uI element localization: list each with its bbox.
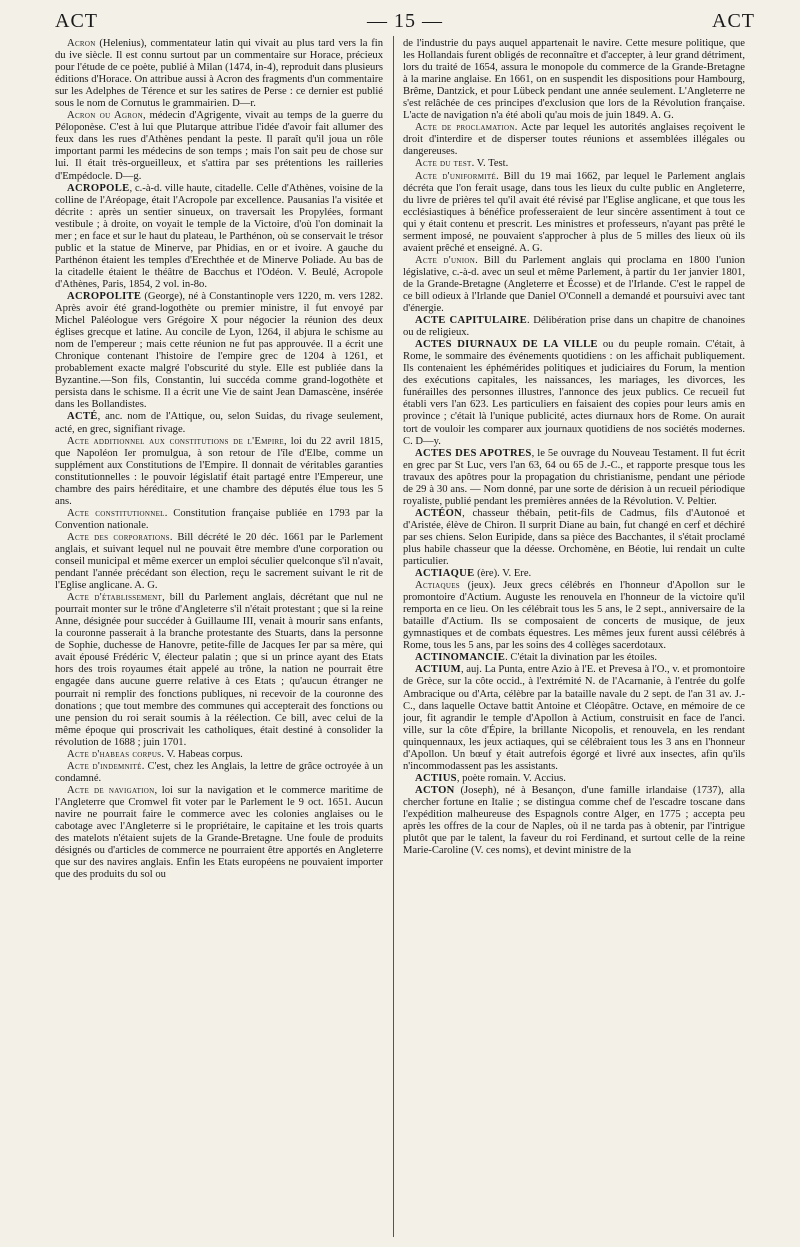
dictionary-entry <box>403 255 745 315</box>
dictionary-entry <box>55 411 383 435</box>
entry-headword: ACTES DES APOTRES <box>415 447 532 459</box>
dictionary-entry <box>55 291 383 411</box>
dictionary-entry <box>55 436 383 508</box>
entry-text: , loi du 22 avril 1815, que Napoléon Ier promulgua, à son retour de l'île d'Elbe, comme un supplément aux Constitutions de l'Empire. Il donnait de véritables garanties constitutionnelles : le pouvoir législatif était partagé entre l'Empereur, une chambre des pairs héréditaire, et une chambre des députés élue tous les 5 ans. <box>55 435 383 507</box>
dictionary-entry <box>55 749 383 761</box>
entry-text: (George), né à Constantinople vers 1220, m. vers 1282. Après avoir été grand-logothète ou premier ministre, il fut envoyé par Michel Paléologue vers Grégoire X pour négocier la réunion des deux églises grecque et latine. Au concile de Lyon, 1264, il abjura le schisme au nom de l'empereur ; mais cette réunion ne fut pas approuvée. Il a écrit une Chronique contenant l'histoire de l'empire grec de 1204 à 1261, et probablement exacte malgré l'obscurité du style. Elle est publiée dans la Byzantine.—Son fils, Constantin, lui succéda comme grand-logothète et persista dans le schisme. Il a écrit une Vie de saint Jean Damascène, insérée dans les Bollandistes. <box>55 290 383 411</box>
entry-headword: ACTIUM <box>415 664 461 676</box>
dictionary-entry <box>403 664 745 772</box>
dictionary-entry <box>403 652 745 664</box>
right-column <box>403 38 745 1239</box>
entry-headword: Acron <box>67 38 96 49</box>
entry-headword: Acte constitutionnel <box>67 507 165 519</box>
dictionary-entry <box>403 773 745 785</box>
entry-text: de l'industrie du pays auquel appartenait le navire. Cette mesure politique, que les Hollandais furent obligés de reconnaître et d'accepter, à leur grand détriment, lors du traité de 1654, assura le monopole du commerce de la Grande-Bretagne à la marine anglaise. En 1661, on en suspendit les dispositions pour Hambourg, Brême, Dantzick, et pour Lübeck pendant une année seulement. L'Angleterre ne s'est relâchée de ces principes d'exclusion que lors de la Révolution française. L'acte de navigation n'a été aboli qu'au mois de juin 1849. A. G. <box>403 38 745 122</box>
entry-text: (Joseph), né à Besançon, d'une famille irlandaise (1737), alla chercher fortune en Italie ; se distingua comme chef de l'escadre toscane dans l'expédition malheureuse des Espagnols contre Alger, en 1775 ; accepta peu après les offres de la cour de Naples, où il ne tarda pas à obtenir, par l'intrigue plutôt que par le talent, la faveur du roi Ferdinand, et surtout celle de la reine Marie-Caroline (V. ces noms), et devint ministre de la <box>403 784 745 857</box>
dictionary-entry <box>403 315 745 339</box>
entry-headword: ACROPOLE <box>67 182 130 194</box>
page-header <box>55 10 755 34</box>
entry-headword: Acte d'indemnité <box>67 760 142 772</box>
dictionary-entry <box>403 171 745 255</box>
entry-text: , poète romain. V. Accius. <box>456 772 566 784</box>
entry-headword: ACROPOLITE <box>67 290 142 302</box>
dictionary-entry <box>55 592 383 749</box>
dictionary-entry <box>403 568 745 580</box>
entry-headword: ACTINOMANCIE <box>415 652 506 664</box>
dictionary-entry <box>403 580 745 652</box>
entry-headword: Acte de proclamation <box>415 122 515 134</box>
dictionary-entry <box>55 110 383 182</box>
entry-headword: Acte de navigation <box>67 784 155 796</box>
entry-text: , chasseur thébain, petit-fils de Cadmus, fils d'Autonoé et d'Aristée, élève de Chiron. Il surprit Diane au bain, fut changé en cerf et déchiré par ses chiens. Selon Euripide, dans sa pièce des Bacchantes, il s'était proclamé plus habile chasseur que la déesse. Orchomène, en Béotie, lui rendait un culte particulier. <box>403 507 745 568</box>
dictionary-entry <box>403 785 745 857</box>
entry-text: , bill du Parlement anglais, décrétant que nul ne pourrait monter sur le trône d'Angleterre s'il n'était protestant ; que si la reine Anne, désignée pour succéder à Guillaume III, venait à mourir sans enfants, la couronne passerait à la branche protestante des Stuarts, dans la personne de Sophie, duchesse de Hanovre, petite-fille de Jacques Ier par sa mère, qui avait épousé Frédéric V, électeur palatin ; que si un prince ayant des Etats hors des trois royaumes était appelé au trône, la nation ne pourrait être engagée dans aucune guerre relative à ces Etats ; qu'aucun étranger ne pourrait ni remplir des fonctions publiques, ni recevoir de la couronne des donations ; que tout membre des communes qui accepterait des fonctions ou une pension du roi serait soumis à la réélection. Ce bill, avec celui de la même époque qui proscrivait les catholiques, était destiné à consolider la révolution de 1688 ; juin 1701. <box>55 592 383 748</box>
dictionary-entry <box>403 448 745 508</box>
entry-text: . V. Test. <box>471 158 509 170</box>
entry-headword: ACTE CAPITULAIRE <box>415 315 528 327</box>
entry-text: . Bill du Parlement anglais qui proclama en 1800 l'union législative, c.-à-d. avec un seul et même Parlement, à partir du 1er janvier 1801, de la Grande-Bretagne (Angleterre et Écosse) et de l'Irlande. C'est le rappel de ce bill odieux à l'Irlande que Daniel O'Connell a demandé et poursuivi avec tant d'énergie. <box>403 254 745 315</box>
entry-text: , anc. nom de l'Attique, ou, selon Suidas, du rivage seulement, acté, en grec, signifiant rivage. <box>55 411 383 435</box>
entry-text: ou du peuple romain. C'était, à Rome, le sommaire des événements quotidiens : on les affichait publiquement. Ils contenaient les éphémérides politiques et judiciaires du Forum, la mention des exécutions capitales, les naissances, les mariages, les divorces, les funérailles des personnes illustres, l'annonce des jeux publics. Ce recueil fut établi vers l'an 623. Les particuliers en faisaient des copies pour leurs amis en province ; c'était là l'unique publicité, actes diurnaux hors de Rome. On aurait tort de vouloir les comparer aux journaux quotidiens de nos sociétés modernes. C. D—y. <box>403 339 745 447</box>
dictionary-entry <box>55 183 383 291</box>
dictionary-entry <box>55 761 383 785</box>
dictionary-entry <box>403 122 745 158</box>
entry-headword: Actiaques <box>415 580 460 592</box>
entry-headword: ACTÉON <box>415 507 463 519</box>
entry-headword: Acte d'établissement <box>67 592 163 604</box>
entry-text: , loi sur la navigation et le commerce maritime de l'Angleterre que Cromwel fit voter par le Parlement le 9 oct. 1651. Aucun navire ne pourrait faire le commerce avec les colonies anglaises ou le cabotage avec l'Angleterre si le propriétaire, le capitaine et les trois quarts des matelots n'étaient sujets de la Grande-Bretagne. Une foule de produits désignés ou d'articles de commerce ne pourraient être apportés en Angleterre que sur des navires anglais. Enfin les Etats européens ne pouvaient importer que des produits du sol ou <box>55 784 383 881</box>
entry-text: (Helenius), commentateur latin qui vivait au plus tard vers la fin du ive siècle. Il est connu surtout par un commentaire sur Horace, précieux pour l'étude de ce poète, publié à Milan (1474, in-4), reproduit dans plusieurs éditions d'Horace. On attribue aussi à Acron des fragments d'un commentaire sur les Adelphes de Térence et sur les satires de Perse : ce dernier est publié sous le nom de Cornutus le grammairien. D—r. <box>55 38 383 110</box>
entry-headword: ACTÉ <box>67 411 98 423</box>
entry-text: , médecin d'Agrigente, vivait au temps de la guerre du Péloponèse. C'est à lui que Plutarque attribue l'idée d'avoir fait allumer des feux dans les rues d'Athènes pendant la peste. Il paraît qu'il joua un rôle important parmi les médecins de son temps ; mais l'on sait peu de chose sur lui. Il était très-orgueilleux, et s'attira par ses prétentions les railleries d'Empédocle. D—g. <box>55 110 383 182</box>
entry-headword: Acte d'uniformité <box>415 170 497 182</box>
entry-text: , c.-à-d. ville haute, citadelle. Celle d'Athènes, voisine de la colline de l'Aréopage, était l'Acropole par excellence. Pausanias l'a visitée et décrite : après un sentier sinueux, on traversait les Propylées, formant vestibule ; à droite, on voyait le temple de la Victoire, d'où l'on dominait la mer ; en face et sur le haut du plateau, le Parthénon, où se conservait le trésor public et la statue de Minerve, par Phidias, en or et ivoire. A gauche du Parthénon étaient les temples d'Erechthée et de Minerve Poliade. Au bas de la citadelle étaient le théâtre de Bacchus et l'Odéon. V. Beulé, Acropole d'Athènes, Paris, 1854, 2 vol. in-8o. <box>55 182 383 290</box>
entry-headword: Acte d'union <box>415 254 476 266</box>
entry-text: . C'était la divination par les étoiles. <box>505 652 658 664</box>
entry-text: . Bill décrété le 20 déc. 1661 par le Parlement anglais, et suivant lequel nul ne pouvait être membre d'une corporation ou conseil municipal et même exercer un emploi séculier quelconque s'il n'avait, pendant l'année précédant son élection, reçu le sacrement suivant le rit de l'Eglise anglicane. A. G. <box>55 531 383 592</box>
entry-headword: Acte additionnel aux constitutions de l'Empire <box>67 435 284 447</box>
entry-text: (jeux). Jeux grecs célébrés en l'honneur d'Apollon sur le promontoire d'Actium. Auguste les renouvela en l'honneur de la victoire qu'il remporta en ce lieu. On les célébrait tous les 5 ans, le 2 sept., anniversaire de la bataille d'Actium. Ils se composaient de concerts de musique, de jeux gymnastiques et de combats équestres. Les mêmes jeux furent aussi célébrés à Rome, tous les 5 ans, par les soins des 4 collèges sacerdotaux. <box>403 580 745 652</box>
entry-text: . Constitution française publiée en 1793 par la Convention nationale. <box>55 507 383 531</box>
dictionary-entry <box>55 785 383 881</box>
column-divider <box>393 36 394 1237</box>
entry-text: . V. Habeas corpus. <box>161 748 243 760</box>
header-left-running-word: ACT <box>55 10 98 32</box>
dictionary-entry <box>403 158 745 170</box>
dictionary-entry <box>55 38 383 110</box>
entry-text: . Bill du 19 mai 1662, par lequel le Parlement anglais décréta que l'on ferait usage, dans tous les lieux du culte public en Angleterre, du livre de prières tel qu'il avait été révisé par l'Eglise anglicane, et que tous les ecclésiastiques à bénéfice professeraient de leur sincère assentiment à tout ce qui y était contenu et prescrit. Les ministres et professeurs, n'ayant pas prêté le serment imposé, ne pouvaient s'approcher à plus de 5 milles des lieux où ils avaient prêché et enseigné. A. G. <box>403 170 745 254</box>
entry-headword: ACTON <box>415 784 455 796</box>
dictionary-entry <box>55 508 383 532</box>
page-number: — 15 — <box>367 10 443 32</box>
entry-text: . Acte par lequel les autorités anglaises reçoivent le droit d'interdire et de disperser toutes réunions et assemblées illégales ou dangereuses. <box>403 122 745 158</box>
header-right-running-word: ACT <box>712 10 755 32</box>
entry-headword: ACTES DIURNAUX DE LA VILLE <box>415 339 598 351</box>
entry-headword: ACTIAQUE <box>415 568 475 580</box>
entry-headword: Acron ou Agron <box>67 110 143 122</box>
entry-text: , auj. La Punta, entre Azio à l'E. et Prevesa à l'O., v. et promontoire de Grèce, sur la côte occid., à l'extrémité N. de l'Acarnanie, à l'entrée du golfe Ambracique ou d'Arta, célèbre par la bataille navale du 2 sept. de l'an 31 av. J.-C., dans laquelle Octave battit Antoine et Cléopâtre. Octave, en mémoire de ce jour, fit agrandir le temple d'Apollon à Actium, construisit en face de l'anci. ville, sur la côte d'Épire, la brillante Nicopolis, et renouvela, en les rendant quinquennaux, les jeux actiaques, qui se célébraient tous les 3 ans en l'honneur d'Apollon. Un bœuf y était autrefois égorgé et livré aux insectes, afin qu'ils n'incommodassent pas les assistants. <box>403 664 745 772</box>
entry-text: . Délibération prise dans un chapitre de chanoines ou de religieux. <box>403 315 745 339</box>
entry-text: (ère). V. Ere. <box>474 568 532 580</box>
entry-text: . C'est, chez les Anglais, la lettre de grâce octroyée à un condamné. <box>55 760 383 784</box>
left-column <box>55 38 383 1239</box>
entry-headword: Acte du test <box>415 158 472 170</box>
entry-headword: Acte des corporations <box>67 531 170 543</box>
dictionary-entry <box>55 532 383 592</box>
entry-text: , le 5e ouvrage du Nouveau Testament. Il fut écrit en grec par St Luc, vers l'an 63, 64 ou 65 de J.-C., et rapporte presque tous les travaux des apôtres pour la propagation du christianisme, pendant une période de 29 à 30 ans. — Nom donné, par une sorte de dérision à un recueil périodique royaliste, publié pendant les premières années de la Révolution. V. Peltier. <box>403 447 745 507</box>
entry-headword: Acte d'habeas corpus <box>67 748 162 760</box>
dictionary-entry <box>403 508 745 568</box>
dictionary-entry <box>403 339 745 447</box>
dictionary-entry <box>403 38 745 122</box>
entry-headword: ACTIUS <box>415 772 457 784</box>
